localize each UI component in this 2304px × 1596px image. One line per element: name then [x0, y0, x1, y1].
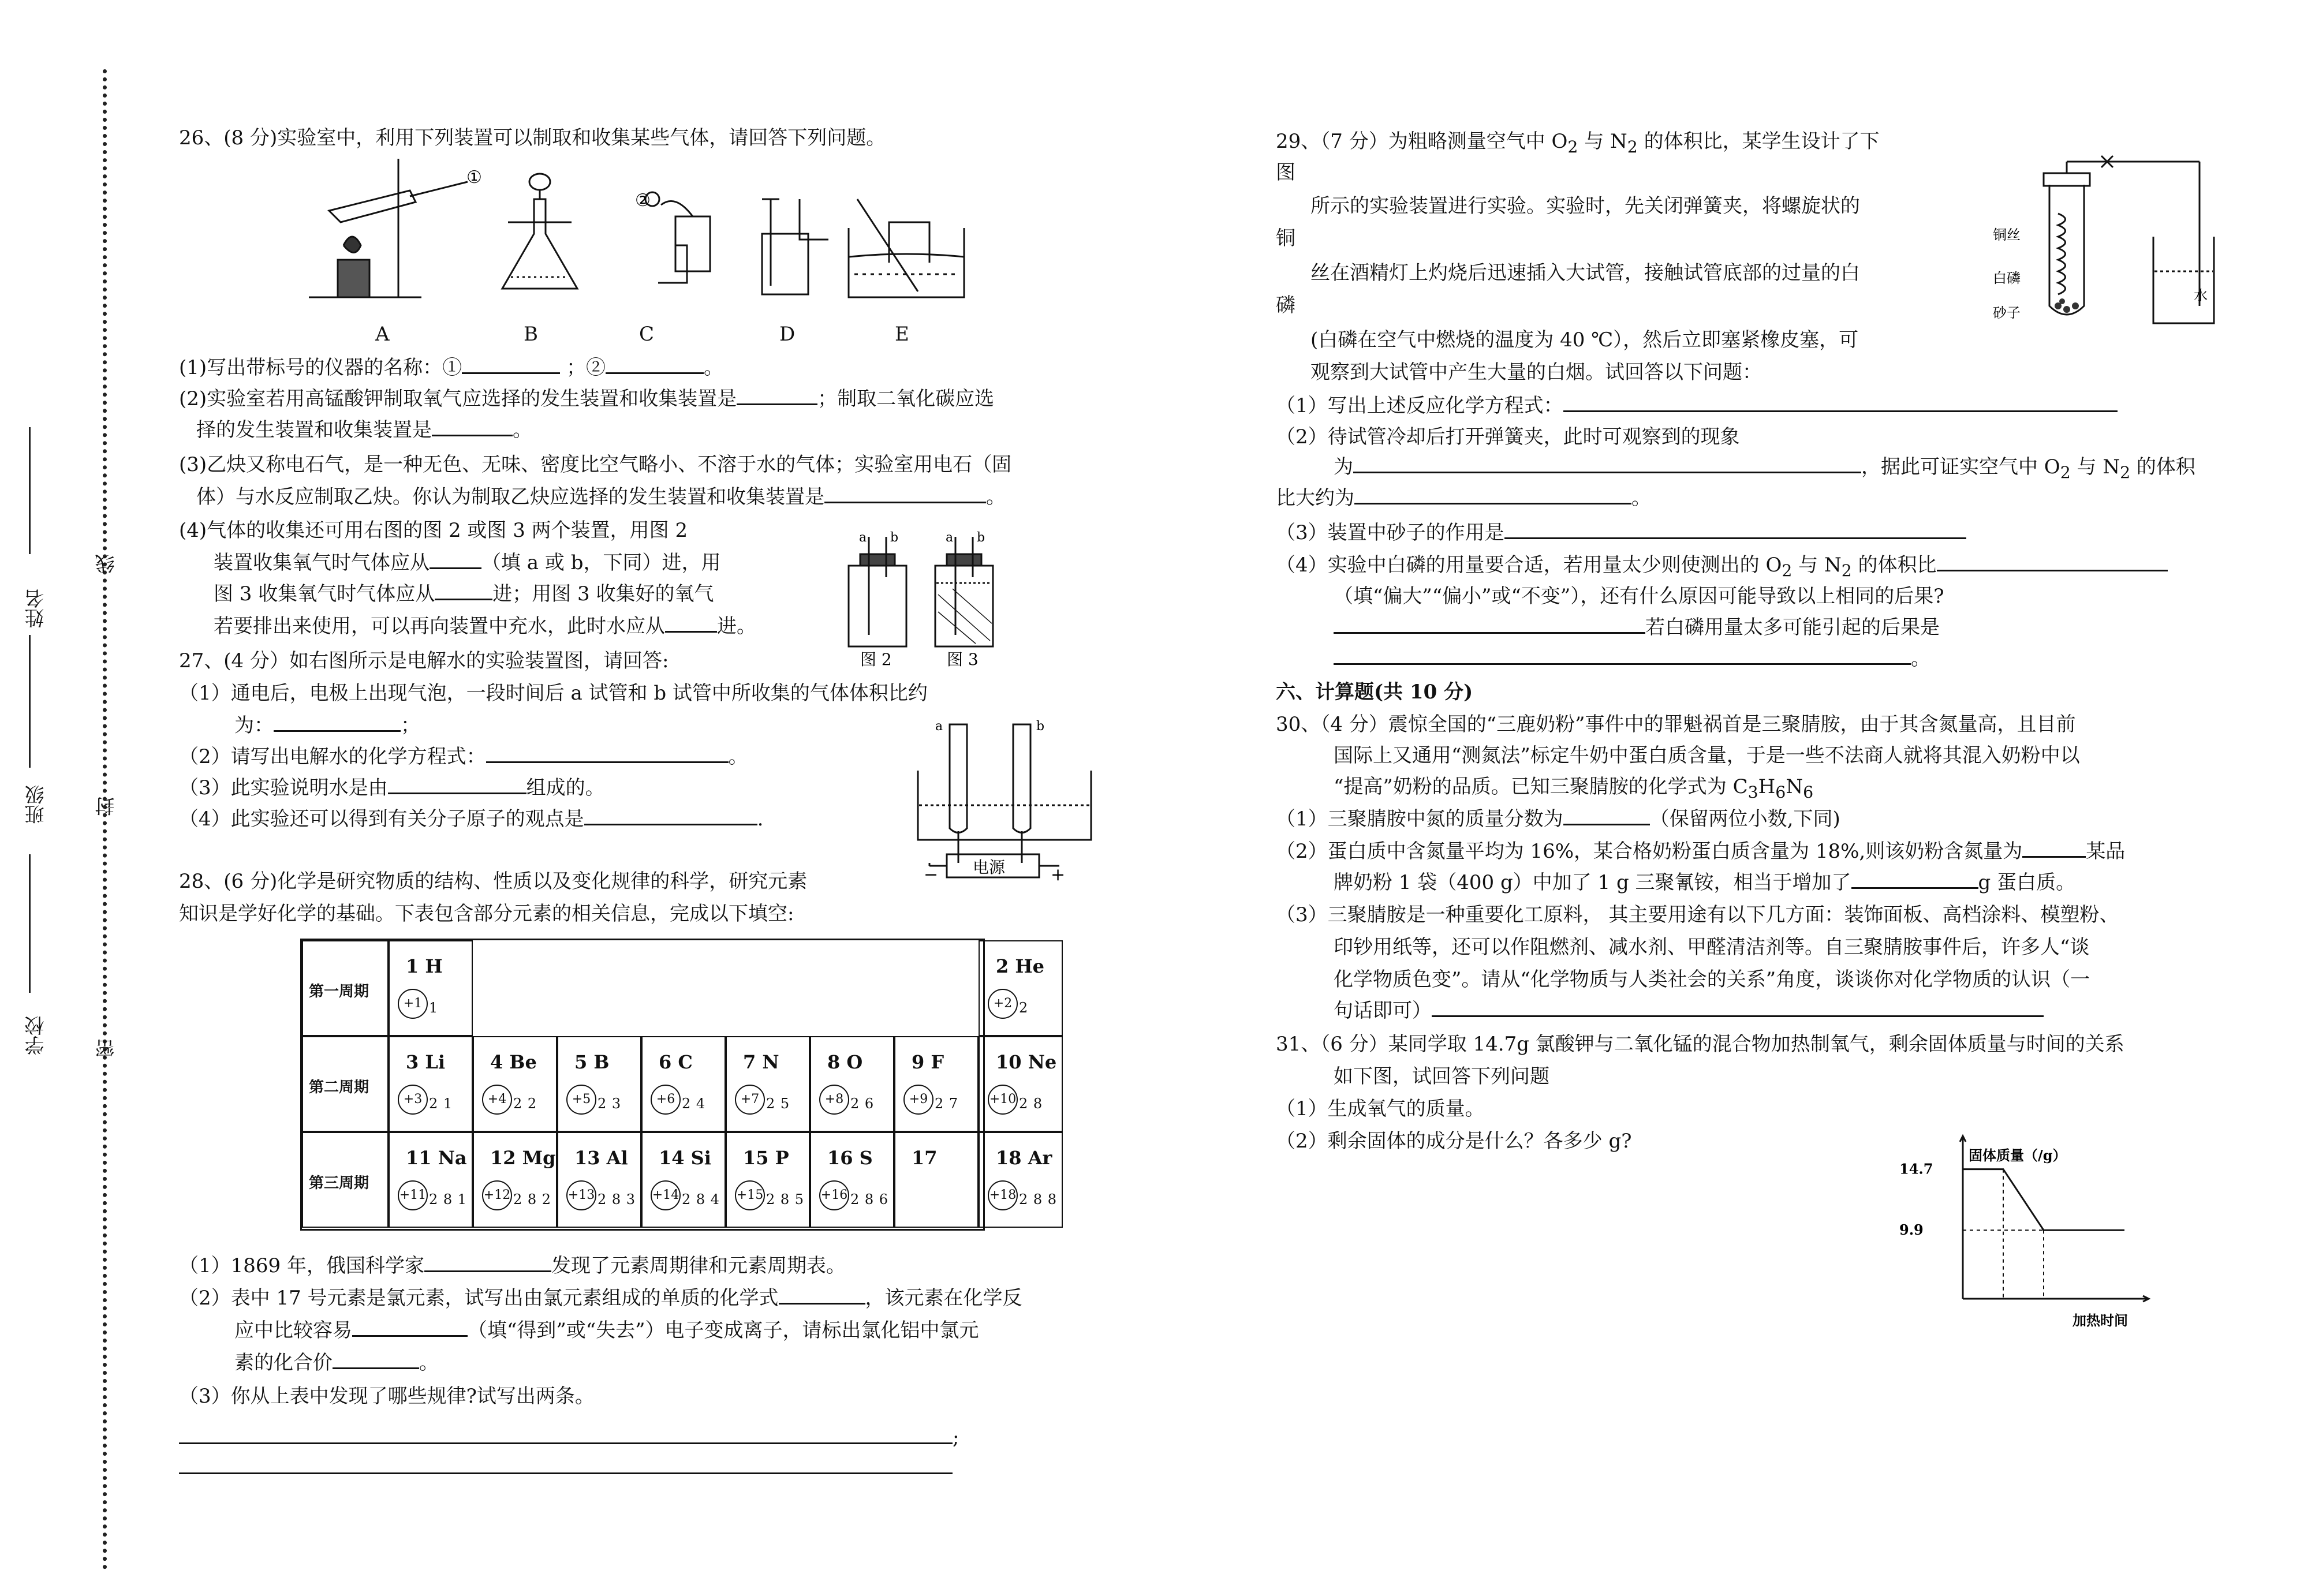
- section-6-title: 六、计算题(共 10 分): [1276, 681, 1473, 704]
- period-label: 第一周期: [309, 983, 369, 1000]
- element-cell: [894, 1132, 979, 1228]
- q26-part4-line4: [214, 611, 756, 642]
- q29-part2: （2）待试管冷却后打开弹簧夹，此时可观察到的现象: [1276, 425, 1740, 448]
- q29-l1c-text: 的体积比，某学生设计了下: [1637, 130, 1880, 153]
- q29-p1-text: （1）写出上述反应化学方程式：: [1276, 394, 1563, 417]
- electron-shells: 2: [1019, 1000, 1029, 1016]
- q29-p2c-text: ，据此可证实空气中 O: [1861, 455, 2060, 479]
- q29-blank-4[interactable]: [1504, 518, 1966, 539]
- q28-p2c-text: 应中比较容易: [234, 1319, 352, 1342]
- q26-p3b-text: 体）与水反应制取乙炔。你认为制取乙炔应选择的发生装置和收集装置是: [196, 485, 824, 509]
- q30-p2c-text: 牌奶粉 1 袋（400 g）中加了 1 g 三聚氰铵，相当于增加了: [1334, 871, 1851, 894]
- q27-p3-text: （3）此实验说明水是由: [179, 776, 388, 799]
- q28-blank-4[interactable]: [333, 1348, 419, 1369]
- q27-part3: [179, 772, 605, 803]
- q30-blank-3[interactable]: [1851, 868, 1978, 889]
- element-cell: [979, 940, 1063, 1036]
- element-cell: [473, 1036, 557, 1132]
- nucleus-circle: +10: [988, 1085, 1018, 1115]
- q28-part1: [179, 1250, 846, 1281]
- school-field[interactable]: [29, 854, 31, 993]
- chart-y-label: 固体质量（/g）: [1969, 1147, 2067, 1164]
- right-column: [1276, 0, 2257, 1596]
- q28-p2a-text: （2）表中 17 号元素是氯元素，试写出由氯元素组成的单质的化学式: [179, 1287, 779, 1310]
- fig2-port-b: b: [890, 531, 899, 545]
- q30-p1a-text: （1）三聚腈胺中氮的质量分数为: [1276, 808, 1563, 831]
- chart-x-label: 加热时间: [2073, 1312, 2128, 1329]
- q28-part3: （3）你从上表中发现了哪些规律?试写出两条。: [179, 1385, 595, 1408]
- q30-part3-line3: 化学物质色变”。请从“化学物质与人类社会的关系”角度，谈谈你对化学物质的认识（一: [1334, 968, 2090, 991]
- nucleus-circle: +7: [735, 1085, 765, 1115]
- q29-part2-line3: [1276, 483, 1651, 514]
- element-symbol: 4 Be: [490, 1051, 537, 1073]
- q28-blank-6[interactable]: [179, 1453, 953, 1474]
- q26-p4f-text: 若要排出来使用，可以再向装置中充水，此时水应从: [214, 615, 665, 638]
- q28-semicolon: ;: [953, 1426, 959, 1449]
- period-label-cell: [302, 1036, 389, 1132]
- apparatus-label-c: C: [639, 323, 655, 346]
- q26-p2c-text: 择的发生装置和收集装置是: [196, 418, 432, 442]
- name-label: 姓名: [25, 589, 48, 628]
- q28-p1b-text: 发现了元素周期律和元素周期表。: [551, 1254, 846, 1277]
- q28-blank-5[interactable]: [179, 1423, 953, 1444]
- q26-fig2-fig3: [837, 531, 1010, 670]
- element-cell: [810, 1132, 894, 1228]
- q29-blank-5[interactable]: [1937, 550, 2168, 571]
- q29-blank-3[interactable]: [1354, 483, 1631, 504]
- q26-p2b-text: ；制取二氧化碳应选: [817, 387, 995, 410]
- period-label: 第二周期: [309, 1079, 369, 1096]
- seal-word-seal: 封: [95, 797, 118, 816]
- q26-part4-line3: [214, 578, 714, 610]
- q27-p4b-text: .: [757, 808, 764, 831]
- q30-sub-6b: 6: [1803, 782, 1814, 802]
- q29-p2f-text: 比大约为: [1276, 487, 1354, 510]
- q26-p2d-text: 。: [513, 418, 532, 442]
- element-symbol: 10 Ne: [996, 1051, 1057, 1073]
- q29-line-3: 丝在酒精灯上灼烧后迅速插入大试管，接触试管底部的过量的白: [1310, 261, 1860, 285]
- q30-sub-3: 3: [1747, 782, 1758, 802]
- electron-shells: 2 8 3: [598, 1191, 636, 1208]
- fig2-caption: 图 2: [860, 650, 892, 669]
- element-symbol: 12 Mg: [490, 1147, 556, 1169]
- electrolysis-tube-b: b: [1036, 719, 1045, 734]
- q26-mark-2: ②: [635, 190, 651, 211]
- q26-part4: (4)气体的收集还可用右图的图 2 或图 3 两个装置，用图 2: [179, 519, 688, 542]
- q31-mass-time-chart: [1888, 1126, 2165, 1333]
- fig-label-phosphorus: 白磷: [1993, 270, 2021, 286]
- chart-y-tick-label: 9.9: [1899, 1221, 1924, 1239]
- q29-sub-o2: 2: [1567, 137, 1578, 156]
- nucleus-circle: +8: [819, 1085, 849, 1115]
- electron-shells: 2 8 5: [766, 1191, 805, 1208]
- q29-blank-6[interactable]: [1334, 612, 1645, 634]
- q28-blank-3[interactable]: [352, 1315, 468, 1337]
- q27-blank-4[interactable]: [584, 804, 757, 825]
- electrolysis-tube-a: a: [935, 719, 943, 734]
- q27-stem: 27、(4 分）如右图所示是电解水的实验装置图，请回答:: [179, 649, 669, 672]
- q30-p3d-text: 句话即可）: [1334, 999, 1432, 1022]
- apparatus-label-a: A: [375, 323, 390, 346]
- q28-answer-line-1: [179, 1422, 959, 1453]
- electron-shells: 2 8 8: [1019, 1191, 1058, 1208]
- q28-part2: [179, 1283, 1022, 1314]
- q29-apparatus-figure: [1986, 139, 2217, 346]
- element-symbol: 6 C: [659, 1051, 693, 1073]
- q26-p3c-text: 。: [986, 485, 1006, 509]
- q31-line-1: 31、（6 分）某同学取 14.7g 氯酸钾与二氧化锰的混合物加热制氧气，剩余固体质量与时间的关系: [1276, 1033, 2124, 1056]
- seal-word-line: 线: [95, 554, 118, 574]
- q29-p2-sub-n2: 2: [2120, 462, 2131, 482]
- q26-blank-8[interactable]: [665, 611, 717, 633]
- q29-p2-sub-o2: 2: [2060, 462, 2071, 482]
- q27-p1b-text: 为：: [234, 714, 274, 737]
- electron-shells: 2 1: [429, 1096, 453, 1112]
- q31-part1: （1）生成氧气的质量。: [1276, 1097, 1485, 1120]
- q26-blank-2[interactable]: [606, 353, 704, 374]
- q29-p2d-text: 与 N: [2070, 455, 2120, 479]
- element-symbol: 8 O: [827, 1051, 863, 1073]
- q29-p2e-text: 的体积: [2130, 455, 2195, 479]
- q26-blank-4[interactable]: [432, 415, 513, 436]
- nucleus-circle: +1: [398, 989, 428, 1019]
- q30-part1: [1276, 803, 1840, 835]
- chart-series-line: [1963, 1169, 2124, 1231]
- q27-blank-1[interactable]: [274, 711, 401, 732]
- element-cell: [557, 1132, 641, 1228]
- nucleus-circle: +13: [566, 1180, 596, 1210]
- element-cell: [473, 1132, 557, 1228]
- q29-line-1-wrap: 图: [1276, 161, 1295, 184]
- electron-shells: 2 8 4: [682, 1191, 720, 1208]
- period-label-cell: [302, 1132, 389, 1228]
- q26-stem: 26、(8 分)实验室中，利用下列装置可以制取和收集某些气体，请回答下列问题。: [179, 126, 886, 149]
- q26-part1: [179, 352, 723, 383]
- q29-p4-sub-o2: 2: [1782, 560, 1793, 580]
- q29-blank-2[interactable]: [1353, 452, 1861, 473]
- element-symbol: 16 S: [827, 1147, 873, 1169]
- apparatus-label-b: B: [524, 323, 538, 346]
- q30-line-3: [1334, 771, 1813, 808]
- q30-part2: [1276, 836, 2125, 867]
- q28-blank-1[interactable]: [424, 1251, 551, 1272]
- electron-shells: 2 8 6: [850, 1191, 889, 1208]
- q26-part4-line2: [214, 547, 720, 578]
- element-cell: [726, 1036, 810, 1132]
- nucleus-circle: +18: [988, 1180, 1018, 1210]
- q26-p4c-text: （填 a 或 b，下同）进，用: [481, 551, 721, 574]
- q30-line-2: 国际上又通用“测氮法”标定牛奶中蛋白质含量，于是一些不法商人就将其混入奶粉中以: [1334, 744, 2080, 767]
- q29-line-4: (白磷在空气中燃烧的温度为 40 ℃），然后立即塞紧橡皮塞，可: [1310, 328, 1859, 352]
- nucleus-circle: +5: [566, 1085, 596, 1115]
- q30-blank-2[interactable]: [2022, 836, 2086, 858]
- q30-l3-text: “提高”奶粉的品质。已知三聚腈胺的化学式为 C: [1334, 775, 1748, 798]
- q28-blank-2[interactable]: [779, 1283, 865, 1305]
- q29-line-2: 所示的实验装置进行实验。实验时，先关闭弹簧夹，将螺旋状的: [1310, 195, 1860, 218]
- nucleus-circle: +9: [903, 1085, 933, 1115]
- electrolysis-minus: −: [924, 865, 939, 883]
- q30-part3: （3）三聚腈胺是一种重要化工原料， 其主要用途有以下几方面：装饰面板、高档涂料、模塑粉、: [1276, 903, 2119, 926]
- class-field[interactable]: [29, 635, 31, 768]
- element-cell: [389, 1036, 473, 1132]
- periodic-table: [300, 939, 1058, 1231]
- q29-part3: [1276, 517, 1966, 548]
- q29-line-1: [1276, 126, 1880, 163]
- binding-dotted-line: [103, 69, 111, 1570]
- q27-part2: [179, 741, 748, 772]
- q28-part2-line3: [234, 1347, 439, 1378]
- q30-sub-6a: 6: [1775, 782, 1786, 802]
- element-symbol: 9 F: [912, 1051, 944, 1073]
- q27-part4: [179, 803, 763, 835]
- element-symbol: 14 Si: [659, 1147, 711, 1169]
- element-symbol: 18 Ar: [996, 1147, 1052, 1169]
- q30-blank-1[interactable]: [1563, 804, 1650, 825]
- period-label-cell: [302, 940, 389, 1036]
- q26-p1c-text: 。: [703, 356, 723, 379]
- q29-part4-line4: [1334, 643, 1930, 674]
- element-cell: [641, 1036, 726, 1132]
- q29-l1-text: 29、（7 分）为粗略测量空气中 O: [1276, 130, 1568, 153]
- q29-blank-1[interactable]: [1563, 391, 2118, 412]
- q26-p4g-text: 进。: [717, 615, 756, 638]
- q29-blank-7[interactable]: [1334, 644, 1911, 665]
- q28-stem-1: 28、(6 分)化学是研究物质的结构、性质以及变化规律的科学，研究元素: [179, 870, 808, 893]
- q30-l3c-text: N: [1786, 775, 1803, 798]
- q26-p4d-text: 图 3 收集氧气时气体应从: [214, 582, 435, 605]
- q27-part1: （1）通电后，电极上出现气泡，一段时间后 a 试管和 b 试管中所收集的气体体积比约: [179, 682, 928, 705]
- electron-shells: 2 7: [935, 1096, 959, 1112]
- q28-part2-line2: [234, 1315, 979, 1346]
- q30-p1b-text: （保留两位小数,下同): [1649, 808, 1840, 831]
- q26-part3-cont: [196, 481, 1006, 513]
- chart-y-tick-label: 14.7: [1899, 1160, 1933, 1178]
- school-label: 学校: [25, 1016, 48, 1055]
- q28-p1a-text: （1）1869 年，俄国科学家: [179, 1254, 424, 1277]
- q28-p2e-text: 素的化合价: [234, 1351, 333, 1374]
- q28-p2d-text: （填“得到”或“失去”）电子变成离子，请标出氯化铝中氯元: [468, 1319, 979, 1342]
- q29-p2b-text: 为: [1334, 455, 1353, 479]
- q29-p4b-text: 与 N: [1792, 554, 1842, 577]
- q29-line-5: 观察到大试管中产生大量的白烟。试回答以下问题：: [1310, 361, 1762, 384]
- q28-p2f-text: 。: [419, 1351, 439, 1374]
- left-column: [179, 0, 1149, 1596]
- q26-apparatus-figure: [306, 159, 1172, 320]
- q28-answer-line-2: [179, 1452, 953, 1483]
- element-symbol: 17: [912, 1147, 938, 1169]
- element-cell: [979, 1036, 1063, 1132]
- electron-shells: 2 5: [766, 1096, 790, 1112]
- element-symbol: 3 Li: [406, 1051, 446, 1073]
- q30-l3b-text: H: [1758, 775, 1776, 798]
- q27-blank-3[interactable]: [388, 773, 526, 794]
- q30-part2-line2: [1334, 867, 2075, 898]
- q26-part3: (3)乙炔又称电石气，是一种无色、无味、密度比空气略小、不溶于水的气体；实验室用电石（固: [179, 453, 1012, 476]
- q27-p4-text: （4）此实验还可以得到有关分子原子的观点是: [179, 808, 584, 831]
- element-symbol: 13 Al: [574, 1147, 628, 1169]
- q29-line-2-wrap: 铜: [1276, 227, 1295, 250]
- fig-label-copper: 铜丝: [1993, 227, 2021, 243]
- q29-p4f-text: 。: [1911, 647, 1930, 670]
- element-symbol: 2 He: [996, 955, 1044, 977]
- fig2-port-a: a: [859, 531, 867, 545]
- q26-part2: [179, 383, 994, 414]
- q29-p2g-text: 。: [1631, 487, 1651, 510]
- electron-shells: 2 8: [1019, 1096, 1043, 1112]
- q27-part1-cont: [234, 710, 420, 741]
- q26-p4b-text: 装置收集氧气时气体应从: [214, 551, 430, 574]
- q29-p4e-text: 若白磷用量太多可能引起的后果是: [1645, 616, 1940, 639]
- nucleus-circle: +2: [988, 989, 1018, 1019]
- electron-shells: 2 2: [513, 1096, 537, 1112]
- q30-p2b-text: 某品: [2086, 840, 2126, 863]
- nucleus-circle: +4: [482, 1085, 512, 1115]
- q26-part2-cont: [196, 414, 532, 446]
- fig-label-water: 水: [2194, 287, 2208, 304]
- binding-info: [0, 0, 75, 1596]
- element-cell: [557, 1036, 641, 1132]
- name-field[interactable]: [29, 427, 31, 554]
- element-cell: [726, 1132, 810, 1228]
- element-symbol: 15 P: [743, 1147, 789, 1169]
- element-cell: [641, 1132, 726, 1228]
- q29-p3-text: （3）装置中砂子的作用是: [1276, 521, 1504, 544]
- q30-p2d-text: g 蛋白质。: [1978, 871, 2076, 894]
- q30-line-1: 30、（4 分）震惊全国的“三鹿奶粉”事件中的罪魁祸首是三聚腈胺，由于其含氮量高，且目前: [1276, 713, 2076, 736]
- q26-blank-1[interactable]: [462, 353, 560, 374]
- q26-mark-1: ①: [466, 167, 482, 188]
- q28-stem-2: 知识是学好化学的基础。下表包含部分元素的相关信息，完成以下填空:: [179, 902, 794, 925]
- q27-p1c-text: ；: [401, 714, 420, 737]
- q27-p3b-text: 组成的。: [526, 776, 605, 799]
- nucleus-circle: +14: [651, 1180, 681, 1210]
- q27-p2b-text: 。: [728, 745, 748, 768]
- q31-part2: （2）剩余固体的成分是什么？各多少 g?: [1276, 1130, 1632, 1153]
- nucleus-circle: +16: [819, 1180, 849, 1210]
- q27-blank-2[interactable]: [486, 742, 729, 763]
- q29-sub-n2: 2: [1627, 137, 1638, 156]
- apparatus-label-d: D: [779, 323, 796, 346]
- fig3-port-b: b: [977, 531, 985, 545]
- q30-part3-line2: 印钞用纸等，还可以作阻燃剂、减水剂、甲醛清洁剂等。自三聚腈胺事件后，许多人“谈: [1334, 936, 2090, 959]
- q30-blank-4[interactable]: [1432, 996, 2044, 1017]
- element-symbol: 5 B: [574, 1051, 610, 1073]
- q29-line-3-wrap: 磷: [1276, 294, 1295, 317]
- class-label: 班级: [25, 785, 48, 824]
- q29-p4-sub-n2: 2: [1841, 560, 1852, 580]
- electron-shells: 2 4: [682, 1096, 706, 1112]
- q29-part4-line2: （填“偏大”“偏小”或“不变”），还有什么原因可能导致以上相同的后果?: [1334, 585, 1944, 608]
- q26-p4e-text: 进；用图 3 收集好的氧气: [492, 582, 714, 605]
- q27-p2-text: （2）请写出电解水的化学方程式：: [179, 745, 486, 768]
- element-symbol: 11 Na: [406, 1147, 467, 1169]
- fig3-caption: 图 3: [947, 650, 979, 669]
- q26-blank-5[interactable]: [824, 482, 986, 503]
- q26-p1b-text: ；②: [566, 356, 606, 379]
- element-cell: [894, 1036, 979, 1132]
- seal-word-close: 密: [95, 1039, 118, 1059]
- q29-part4-line3: [1334, 612, 1940, 643]
- electron-shells: 2 8 2: [513, 1191, 552, 1208]
- nucleus-circle: +6: [651, 1085, 681, 1115]
- electrolysis-power-label: 电源: [973, 858, 1006, 877]
- q29-p4c-text: 的体积比: [1851, 554, 1937, 577]
- fig-label-sand: 砂子: [1993, 305, 2021, 321]
- q31-line-2: 如下图，试回答下列问题: [1334, 1065, 1549, 1088]
- nucleus-circle: +3: [398, 1085, 428, 1115]
- electron-shells: 1: [429, 1000, 439, 1016]
- nucleus-circle: +11: [398, 1180, 428, 1210]
- q29-p4a-text: （4）实验中白磷的用量要合适，若用量太少则使测出的 O: [1276, 554, 1782, 577]
- electron-shells: 2 3: [598, 1096, 622, 1112]
- q26-blank-6[interactable]: [430, 548, 481, 569]
- element-cell: [810, 1036, 894, 1132]
- electron-shells: 2 8 1: [429, 1191, 468, 1208]
- period-label: 第三周期: [309, 1175, 369, 1192]
- nucleus-circle: +15: [735, 1180, 765, 1210]
- q26-blank-7[interactable]: [435, 579, 492, 600]
- q27-electrolysis-figure: [906, 713, 1103, 883]
- q26-p2a-text: (2)实验室若用高锰酸钾制取氧气应选择的发生装置和收集装置是: [179, 387, 737, 410]
- fig3-port-a: a: [946, 531, 954, 545]
- element-cell: [389, 1132, 473, 1228]
- element-symbol: 1 H: [406, 955, 443, 977]
- q28-p2b-text: ，该元素在化学反: [865, 1287, 1022, 1310]
- q30-p2a-text: （2）蛋白质中含氮量平均为 16%，某合格奶粉蛋白质含量为 18%,则该奶粉含氮量为: [1276, 840, 2023, 863]
- q26-p1-text: (1)写出带标号的仪器的名称：①: [179, 356, 462, 379]
- nucleus-circle: +12: [482, 1180, 512, 1210]
- q29-l1b-text: 与 N: [1578, 130, 1627, 153]
- electron-shells: 2 6: [850, 1096, 875, 1112]
- q29-part1: [1276, 390, 2118, 421]
- apparatus-label-e: E: [895, 323, 909, 346]
- electrolysis-plus: +: [1051, 865, 1066, 883]
- element-symbol: 7 N: [743, 1051, 779, 1073]
- q30-part3-line4: [1334, 995, 2044, 1026]
- element-cell: [979, 1132, 1063, 1228]
- element-cell: [389, 940, 473, 1036]
- q26-blank-3[interactable]: [737, 384, 817, 405]
